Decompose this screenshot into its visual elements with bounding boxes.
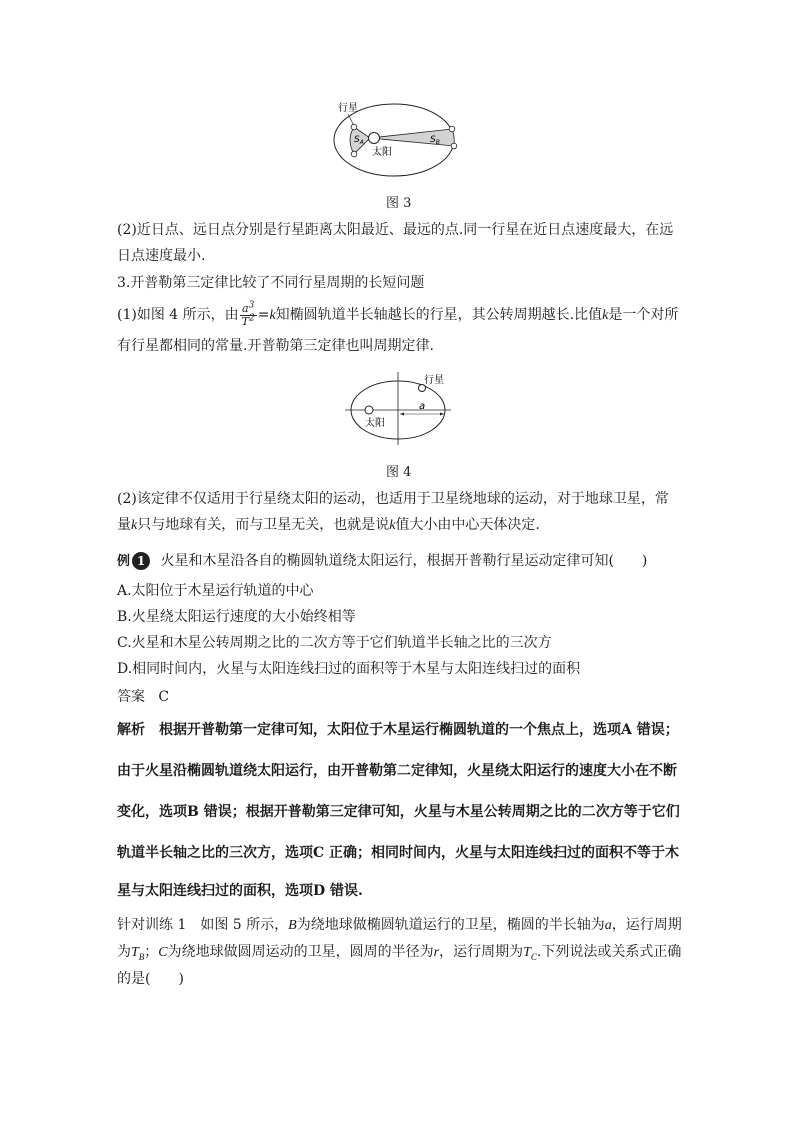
arrow-head-right xyxy=(440,413,444,416)
option-c: C.火星和木星公转周期之比的二次方等于它们轨道半长轴之比的三次方 xyxy=(117,635,552,651)
figure-3-caption: 图 3 xyxy=(386,196,412,211)
sun-circle xyxy=(369,133,380,144)
fig3-sb-label: $S_B$ xyxy=(430,135,440,146)
sun-circle-4 xyxy=(365,406,373,414)
figure-3-diagram xyxy=(330,96,465,181)
example-number-badge: 1 xyxy=(132,552,150,570)
analysis-line-5: 星与太阳连线扫过的面积，选项D 错误. xyxy=(117,883,363,899)
option-a: A.太阳位于木星运行轨道的中心 xyxy=(117,583,314,599)
planet-point-2 xyxy=(351,151,357,157)
option-d: D.相同时间内，火星与太阳连线扫过的面积等于木星与太阳连线扫过的面积 xyxy=(117,661,581,677)
figure-4-diagram xyxy=(345,370,455,445)
fig4-a-label: a xyxy=(419,401,426,412)
fig4-sun-label: 太阳 xyxy=(365,418,385,429)
analysis-line-3: 变化，选项B 错误；根据开普勒第三定律可知，火星与木星公转周期之比的二次方等于它们 xyxy=(117,804,680,820)
paragraph-perihelion: (2)近日点、远日点分别是行星距离太阳最近、最远的点.同一行星在近日点速度最大，在远日点速度最小. xyxy=(117,222,674,264)
fig3-planet-label: 行星 xyxy=(338,103,358,114)
fig3-sun-label: 太阳 xyxy=(372,147,392,158)
arrow-head-left xyxy=(400,413,404,416)
section-heading-3: 3.开普勒第三定律比较了不同行星周期的长短问题 xyxy=(117,275,425,291)
analysis-line-1: 解析 根据开普勒第一定律可知，太阳位于木星运行椭圆轨道的一个焦点上，选项A 错误； xyxy=(117,722,679,738)
training-question: 针对训练 1 如图 5 所示，B为绕地球做椭圆轨道运行的卫星，椭圆的半长轴为a，运行周期为$T_B$；C为绕地球做圆周运动的卫星，圆周的半径为r，运行周期为$T_C$.下列说法或关系式正确的是( ) xyxy=(117,917,682,987)
fraction-a3-over-t2: $\frac{a^3}{T^2}$ xyxy=(241,299,255,328)
paragraph-third-law: (1)如图 4 所示，由 $\frac{a^3}{T^2}$ =k知椭圆轨道半长轴越长的行星，其公转周期越长.比值k是一个对所有行星都相同的常量.开普勒第三定律也叫周期定律. xyxy=(117,299,679,354)
example-question: 例 1 火星和木星沿各自的椭圆轨道绕太阳运行，根据开普勒行星运动定律可知( ) xyxy=(117,553,648,569)
planet-point-3 xyxy=(449,126,455,132)
fig3-sa-label: $S_A$ xyxy=(354,135,364,146)
answer-line: 答案 C xyxy=(117,689,170,705)
analysis-line-4: 轨道半长轴之比的三次方，选项C 正确；相同时间内，火星与太阳连线扫过的面积不等于木 xyxy=(117,845,680,861)
figure-4-caption: 图 4 xyxy=(386,465,412,480)
paragraph-satellite-law: (2)该定律不仅适用于行星绕太阳的运动，也适用于卫星绕地球的运动，对于地球卫星，常量k只与地球有关，而与卫星无关，也就是说k值大小由中心天体决定. xyxy=(117,491,669,533)
swept-area-b xyxy=(370,129,454,146)
example-label: 例 xyxy=(117,554,131,569)
option-b: B.火星绕太阳运行速度的大小始终相等 xyxy=(117,609,356,625)
analysis-line-2: 由于火星沿椭圆轨道绕太阳运行，由开普勒第二定律知，火星绕太阳运行的速度大小在不断 xyxy=(117,763,677,779)
planet-point-1 xyxy=(351,124,357,130)
planet-point-4 xyxy=(451,143,457,149)
fig4-planet-label: 行星 xyxy=(424,375,444,386)
